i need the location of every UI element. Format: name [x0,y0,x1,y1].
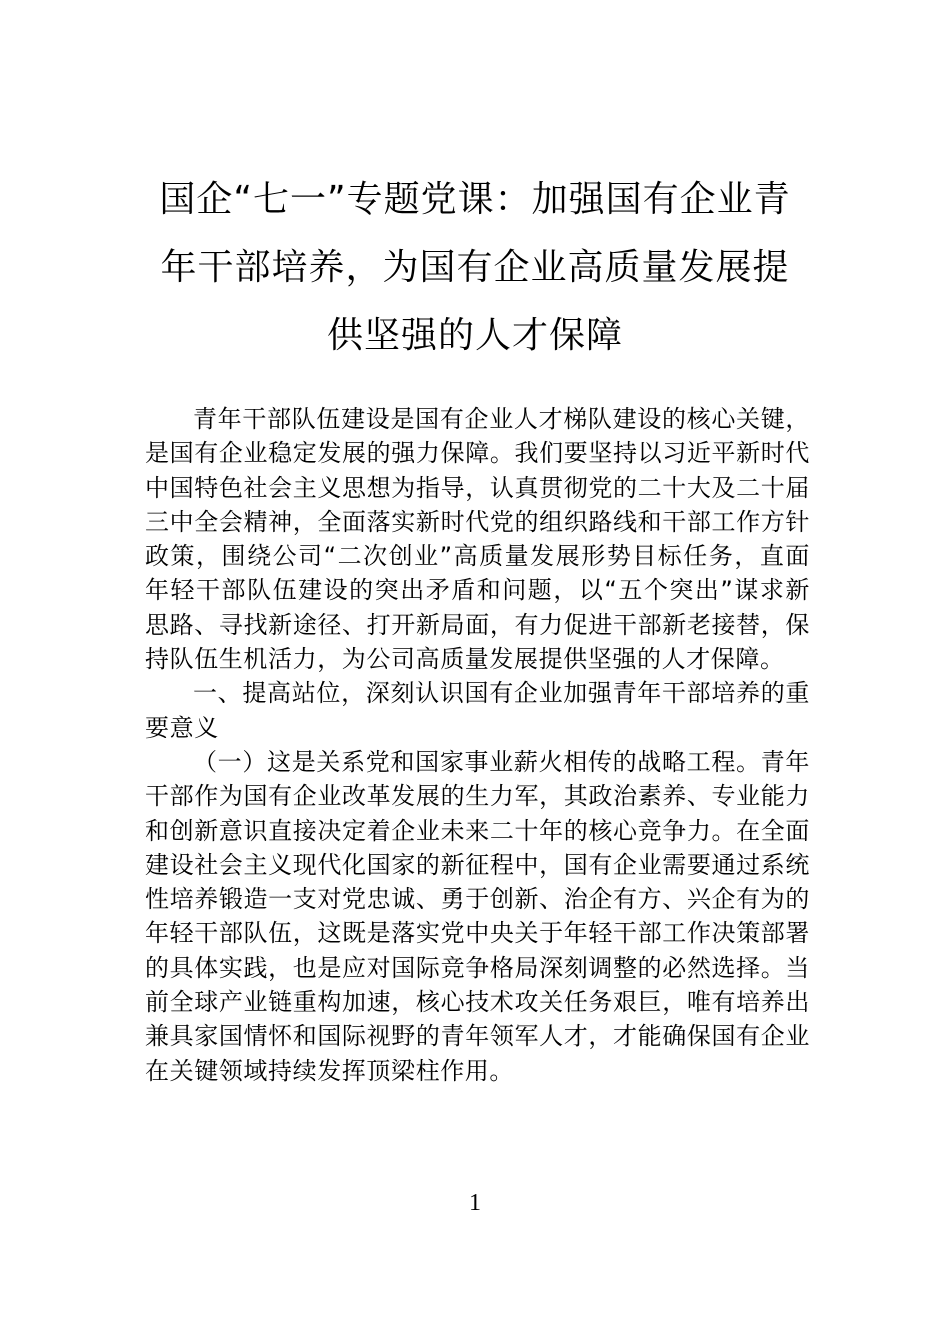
document-body [145,402,810,1088]
intro-paragraph: 青年干部队伍建设是国有企业人才梯队建设的核心关键，是国有企业稳定发展的强力保障。我们要坚持以习近平新时代中国特色社会主义思想为指导，认真贯彻党的二十大及二十届三中全会精神，全面落实新时代党的组织路线和干部工作方针政策，围绕公司“二次创业”高质量发展形势目标任务，直面年轻干部队伍建设的突出矛盾和问题，以“五个突出”谋求新思路、寻找新途径、打开新局面，有力促进干部新老接替，保持队伍生机活力，为公司高质量发展提供坚强的人才保障。 [145,405,810,674]
subsection-paragraph: （一）这是关系党和国家事业薪火相传的战略工程。青年干部作为国有企业改革发展的生力军，其政治素养、专业能力和创新意识直接决定着企业未来二十年的核心竞争力。在全面建设社会主义现代化国家的新征程中，国有企业需要通过系统性培养锻造一支对党忠诚、勇于创新、治企有方、兴企有为的年轻干部队伍，这既是落实党中央关于年轻干部工作决策部署的具体实践，也是应对国际竞争格局深刻调整的必然选择。当前全球产业链重构加速，核心技术攻关任务艰巨，唯有培养出兼具家国情怀和国际视野的青年领军人才，才能确保国有企业在关键领域持续发挥顶梁柱作用。 [145,747,810,1085]
page-number: 1 [469,1190,481,1216]
section-heading: 一、提高站位，深刻认识国有企业加强青年干部培养的重要意义 [145,679,810,742]
document-title: 国企“七一”专题党课：加强国有企业青年干部培养，为国有企业高质量发展提供坚强的人才保障 [159,179,791,356]
